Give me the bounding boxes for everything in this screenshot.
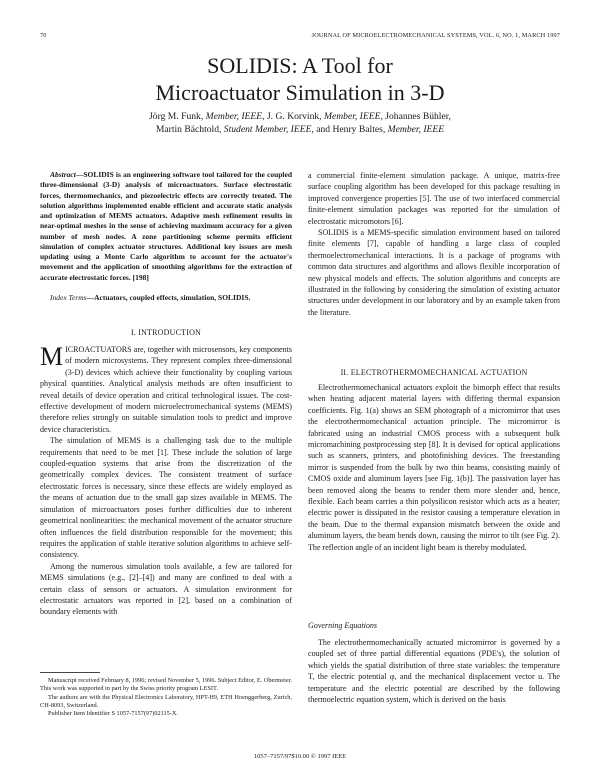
right-paragraph-2: SOLIDIS is a MEMS-specific simulation environment based on tailored finite elements [7], capable of handling a large class of coupled thermoelectromechanical interactions. It is a package of programs with common data structures and algorithms and allows flexible incorporation of new physical models and effects. The solution algorithms and concepts are illustrated in the following by considering the simulation of existing actuator structures under development in our laboratory and by an example taken from the literature. (308, 228, 560, 317)
abstract-text: —SOLIDIS is an engineering software tool tailored for the coupled three-dimensional (3-D) analysis of microactuators. Surface electrostatic forces, thermomechanics, and piezoelectric effects are correctly treated. The solution algorithms implemented enable efficient and accurate static analysis and optimization of MEMS actuators. Adaptive mesh refinement results in near-optimal meshes in the sense of achieving maximum accuracy for a given number of mesh nodes. A zone partitioning scheme permits efficient simulation of complex actuator structures. Additional key issues are mesh updating using a Monte Carlo algorithm to account for the actuator's movement and the application of smoothing algorithms for the extraction of accurate electrostatic forces. [198] (40, 170, 292, 282)
actuation-paragraph: Electrothermomechanical actuators exploit the bimorph effect that results when heating adjacent material layers with differing thermal expansion coefficients. Fig. 1(a) shows an SEM photograph of a micromirror that uses the electrothermomechanical actuation principle. The micromirror is fabricated using an industrial CMOS process with a subsequent bulk micromachining postprocessing step [8]. It is devised for optical applications such as scanners, printers, and photofinishing devices. The freestanding mirror is suspended from the bulk by two thin beams, consisting mainly of CMOS oxide and aluminum layers [see Fig. 1(b)]. The passivation layer has been removed along the beams to render them more slender and, hence, flexible. Each beam carries a thin polysilicon resistor which acts as a heater; electric power is dissipated in the resistor causing a temperature elevation in the beam. Due to the thermal expansion mismatch between the oxide and aluminum layers, the beam bends down, causing the mirror to tilt (see Fig. 2). The reflection angle of an incident light beam is thereby modulated. (308, 383, 560, 552)
index-terms-label: Index Terms (50, 293, 87, 302)
right-column-top (308, 170, 560, 318)
drop-cap: M (40, 342, 64, 371)
author-role: Member, IEEE (387, 124, 445, 135)
author-name: , J. G. Korvink, (262, 111, 324, 122)
author-list (60, 110, 540, 136)
footnote-rule (40, 672, 100, 673)
author-name: Jörg M. Funk, (149, 111, 206, 122)
abstract-label: Abstract (50, 170, 76, 179)
author-name: , Johannes Bühler, (380, 111, 451, 122)
index-terms (40, 293, 292, 303)
author-name: , and Henry Baltes, (311, 124, 388, 135)
governing-equations-paragraph: The electrothermomechanically actuated micromirror is governed by a coupled set of three partial differential equations (PDE's), the solution of which yields the spatial distribution of three state variables: the temperature T, the electric potential φ, and the mechanical displacement vector u. The temperature and the electric potential are described by the following thermoelectric equation system, which is derived on the basis (308, 638, 560, 705)
page-number: 70 (40, 32, 47, 39)
title-line-1: SOLIDIS: A Tool for (207, 53, 393, 78)
running-title: JOURNAL OF MICROELECTROMECHANICAL SYSTEMS, VOL. 6, NO. 1, MARCH 1997 (311, 32, 560, 39)
footnote-affiliation: The authors are with the Physical Electronics Laboratory, HPT-H9, ETH Hoenggerberg, Zurich, CH-8093, Switzerland. (40, 693, 292, 709)
actuation-body (308, 382, 560, 553)
paper-title (0, 52, 600, 106)
author-role: Member, IEEE (205, 111, 263, 122)
section-heading-actuation: II. ELECTROTHERMOMECHANICAL ACTUATION (340, 368, 528, 377)
introduction-body (40, 344, 292, 618)
author-name: Martin Bächtold, (155, 124, 224, 135)
publication-id: 1057–7157/97$10.00 © 1997 IEEE (253, 753, 347, 760)
footnote-manuscript: Manuscript received February 8, 1996; revised November 5, 1996. Subject Editor, E. Obermeier. This work was supported in part by the Swiss priority program LESIT. (40, 677, 292, 693)
right-paragraph-1: a commercial finite-element simulation package. A unique, matrix-free surface coupling algorithm has been developed for this package resulting in improved convergence properties [5]. The use of two interfaced commercial finite-element simulation packages was reported for the simulation of electrostatic micromotors [6]. (308, 171, 560, 226)
intro-paragraph-1: MICROACTUATORS are, together with microsensors, key components of modern microsystems. They represent complex three-dimensional (3-D) devices which achieve their functionality by coupling various physical quantities. Analytical analysis methods are often insufficient to reveal details of device operation and critical technological issues. The cost-effective development of modern microelectromechanical systems (MEMS) therefore relies strongly on suitable simulation tools to predict and improve device characteristics. (40, 342, 292, 434)
index-terms-text: —Actuators, coupled effects, simulation, SOLIDIS. (86, 293, 251, 302)
title-line-2: Microactuator Simulation in 3-D (155, 80, 445, 105)
section-heading-introduction: I. INTRODUCTION (130, 328, 202, 337)
footnote-publisher-id: Publisher Item Identifier S 1057-7157(97)02115-X. (48, 710, 179, 718)
author-role: Student Member, IEEE (223, 124, 312, 135)
footnotes (40, 677, 292, 718)
governing-equations-body (308, 637, 560, 705)
intro-paragraph-3: Among the numerous simulation tools available, a few are tailored for MEMS simulations (e.g., [2]–[4]) and many are confined to deal with a certain class of sensors or actuators. A simulation environment for electrostatic actuators was reported in [2], based on a combination of boundary elements with (40, 561, 292, 617)
author-role: Member, IEEE (323, 111, 381, 122)
intro-paragraph-2: The simulation of MEMS is a challenging task due to the multiple requirements that need to be met [1]. These include the solution of large coupled-equation systems that arise from the discretization of the geometrically complex devices. The consistent treatment of surface electrostatic forces is necessary, since these effects are widely employed as the means of actuation due to the small gap sizes available in MEMS. The simulation of microactuators poses further difficulties due to inherent geometrical nonlinearities: the mechanical movement of the actuator structure often influences the field distribution responsible for the movement; this requires the application of stable iterative solution algorithms to achieve self-consistency. (40, 436, 292, 560)
subsection-heading-governing-equations: Governing Equations (308, 621, 378, 630)
author-line-2 (60, 123, 540, 136)
author-line-1 (60, 110, 540, 123)
abstract (40, 170, 292, 283)
